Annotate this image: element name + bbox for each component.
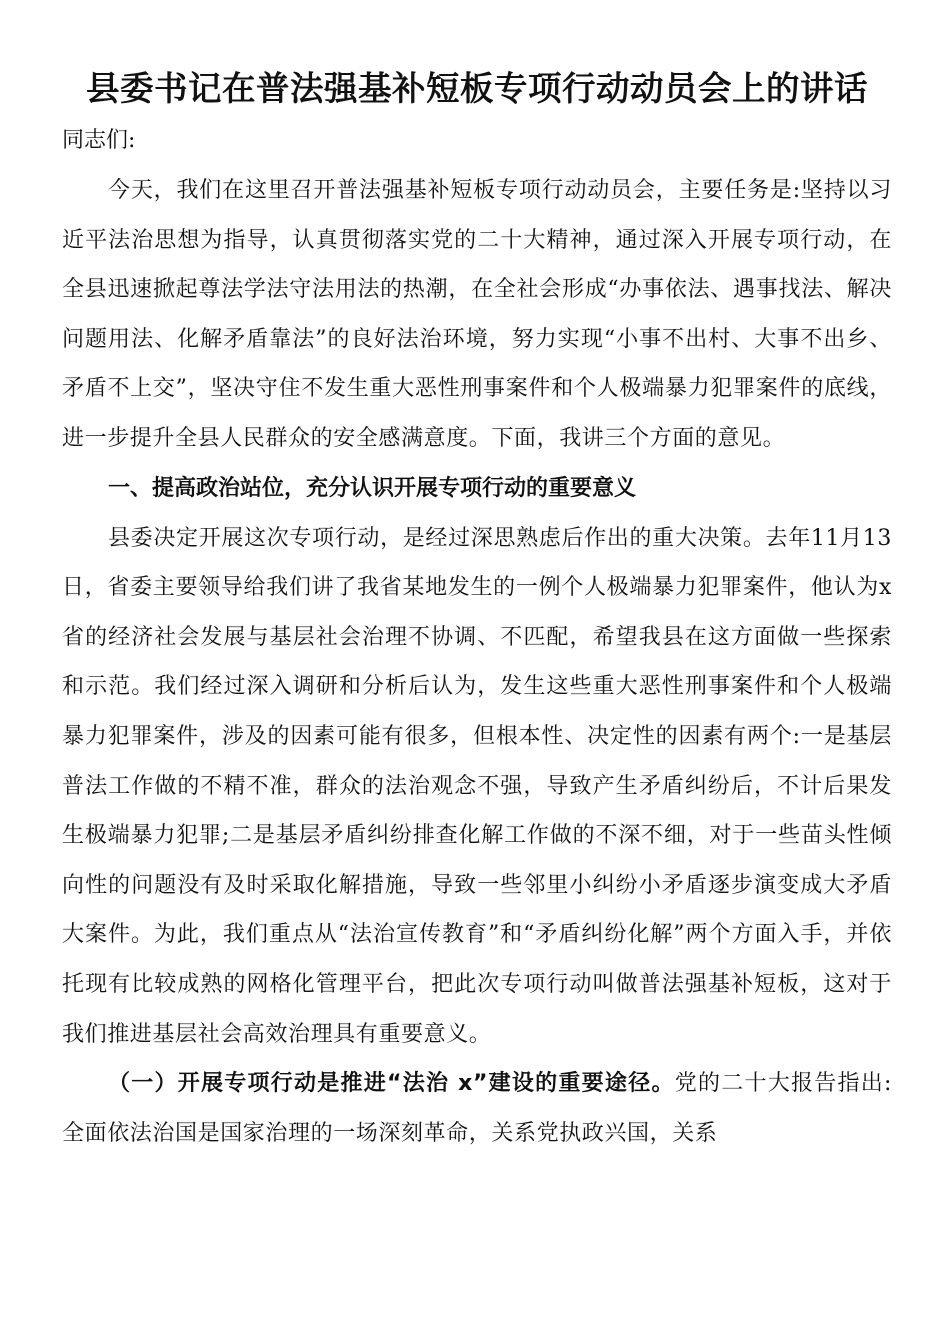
section-1-heading: 一、提高政治站位，充分认识开展专项行动的重要意义 <box>108 475 637 501</box>
salutation: 同志们: <box>62 128 136 153</box>
section-1-paragraph: 县委决定开展这次专项行动，是经过深思熟虑后作出的重大决策。去年11月13日，省委主要领导给我们讲了我省某地发生的一例个人极端暴力犯罪案件，他认为x省的经济社会发展与基层社会治理不协调、不匹配，希望我县在这方面做一些探索和示范。我们经过深入调研和分析后认为，发生这些重大恶性刑事案件和个人极端暴力犯罪案件，涉及的因素可能有很多，但根本性、决定性的因素有两个:一是基层普法工作做的不精不准，群众的法治观念不强，导致产生矛盾纠纷后，不计后果发生极端暴力犯罪;二是基层矛盾纠纷排查化解工作做的不深不细，对于一些苗头性倾向性的问题没有及时采取化解措施，导致一些邻里小纠纷小矛盾逐步演变成大矛盾大案件。为此，我们重点从“法治宣传教育”和“矛盾纠纷化解”两个方面入手，并依托现有比较成熟的网格化管理平台，把此次专项行动叫做普法强基补短板，这对于我们推进基层社会高效治理具有重要意义。 <box>62 525 892 1047</box>
intro-paragraph: 今天，我们在这里召开普法强基补短板专项行动动员会，主要任务是:坚持以习近平法治思想为指导，认真贯彻落实党的二十大精神，通过深入开展专项行动，在全县迅速掀起尊法学法守法用法的热潮，在全社会形成“办事依法、遇事找法、解决问题用法、化解矛盾靠法”的良好法治环境，努力实现“小事不出村、大事不出乡、矛盾不上交”，坚决守住不发生重大恶性刑事案件和个人极端暴力犯罪案件的底线，进一步提升全县人民群众的安全感满意度。下面，我讲三个方面的意见。 <box>62 178 892 451</box>
subsection-1-paragraph <box>62 1059 892 1158</box>
subsection-1-text: 党的二十大报告指出:全面依法治国是国家治理的一场深刻革命，关系党执政兴国，关系 <box>62 1071 892 1146</box>
subsection-1-lead: （一）开展专项行动是推进“法治 x”建设的重要途径。 <box>108 1071 675 1097</box>
document-title: 县委书记在普法强基补短板专项行动动员会上的讲话 <box>86 69 868 108</box>
document-page <box>62 62 892 1158</box>
